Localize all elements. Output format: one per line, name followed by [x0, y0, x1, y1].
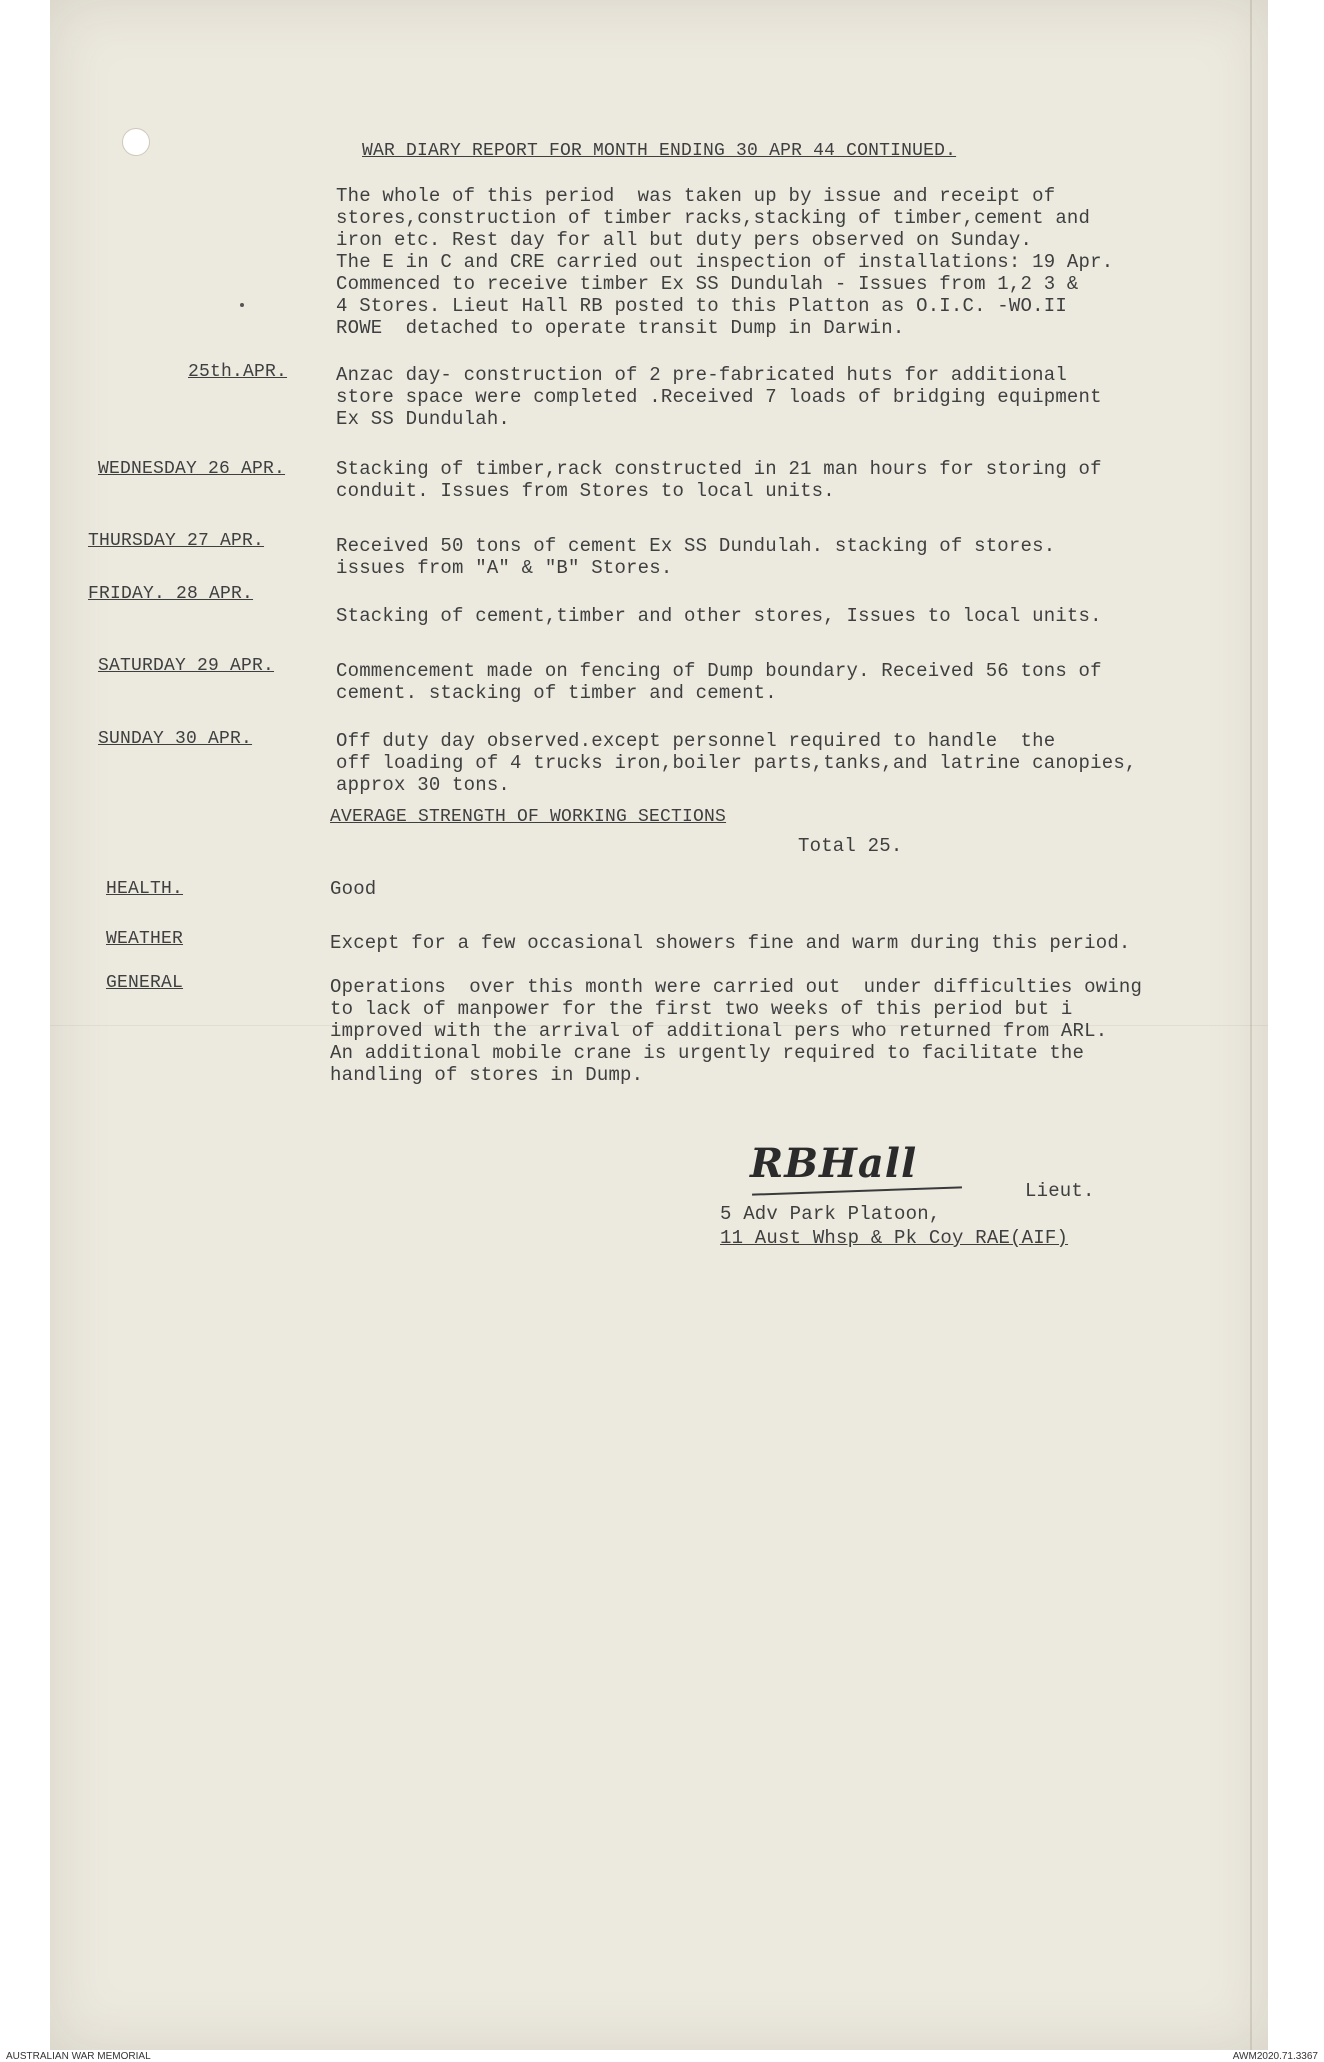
general-label: GENERAL	[106, 973, 184, 993]
entry-label-28-apr: FRIDAY. 28 APR.	[88, 584, 254, 604]
health-text: Good	[330, 878, 377, 900]
weather-label: WEATHER	[106, 929, 184, 949]
ink-speck	[240, 303, 244, 307]
entry-text-29-apr: Commencement made on fencing of Dump boundary. Received 56 tons of cement. stacking of timber and cement.	[336, 660, 1102, 704]
unit-line-2: 11 Aust Whsp & Pk Coy RAE(AIF)	[720, 1227, 1069, 1249]
general-paragraph: Operations over this month were carried out under difficulties owing to lack of manpower for the first two weeks of this period but i improved with the arrival of additional pers who returned from ARL. An additional mobile crane is urgently required to facilitate the handling of stores in Dump.	[330, 976, 1143, 1086]
entry-label-30-apr: SUNDAY 30 APR.	[98, 729, 253, 749]
page-title: WAR DIARY REPORT FOR MONTH ENDING 30 APR 44 CONTINUED.	[362, 141, 957, 161]
punch-hole	[122, 128, 150, 156]
handwritten-signature: RBHall	[750, 1140, 918, 1187]
entry-label-25-apr: 25th.APR.	[188, 362, 288, 382]
entry-text-27-apr: Received 50 tons of cement Ex SS Dundulah. stacking of stores. issues from "A" & "B" Stores.	[336, 535, 1056, 579]
strength-total: Total 25.	[798, 835, 903, 857]
unit-line-1: 5 Adv Park Platoon,	[720, 1203, 941, 1225]
entry-text-30-apr: Off duty day observed.except personnel required to handle the off loading of 4 trucks iron,boiler parts,tanks,and latrine canopies, approx 30 tons.	[336, 730, 1137, 796]
health-label: HEALTH.	[106, 879, 184, 899]
footer-archive-name: AUSTRALIAN WAR MEMORIAL	[6, 2051, 151, 2062]
strength-heading: AVERAGE STRENGTH OF WORKING SECTIONS	[330, 807, 727, 827]
entry-label-26-apr: WEDNESDAY 26 APR.	[98, 459, 286, 479]
entry-text-25-apr: Anzac day- construction of 2 pre-fabricated huts for additional store space were completed .Received 7 loads of bridging equipment Ex SS Dundulah.	[336, 364, 1102, 430]
entry-text-26-apr: Stacking of timber,rack constructed in 21 man hours for storing of conduit. Issues from Stores to local units.	[336, 458, 1102, 502]
entry-text-28-apr: Stacking of cement,timber and other stores, Issues to local units.	[336, 605, 1102, 627]
weather-text: Except for a few occasional showers fine and warm during this period.	[330, 932, 1131, 954]
intro-paragraph: The whole of this period was taken up by issue and receipt of stores,construction of timber racks,stacking of timber,cement and iron etc. Rest day for all but duty pers observed on Sunday. The E in C and CRE carried out inspection of installations: 19 Apr. Commenced to receive timber Ex SS Dundulah - Issues from 1,2 3 & 4 Stores. Lieut Hall RB posted to this Platton as O.I.C. -WO.II ROWE detached to operate transit Dump in Darwin.	[336, 185, 1114, 339]
entry-label-27-apr: THURSDAY 27 APR.	[88, 531, 265, 551]
footer-accession-number: AWM2020.71.3367	[1232, 2051, 1318, 2062]
entry-label-29-apr: SATURDAY 29 APR.	[98, 656, 275, 676]
signatory-rank: Lieut.	[1025, 1180, 1095, 1202]
